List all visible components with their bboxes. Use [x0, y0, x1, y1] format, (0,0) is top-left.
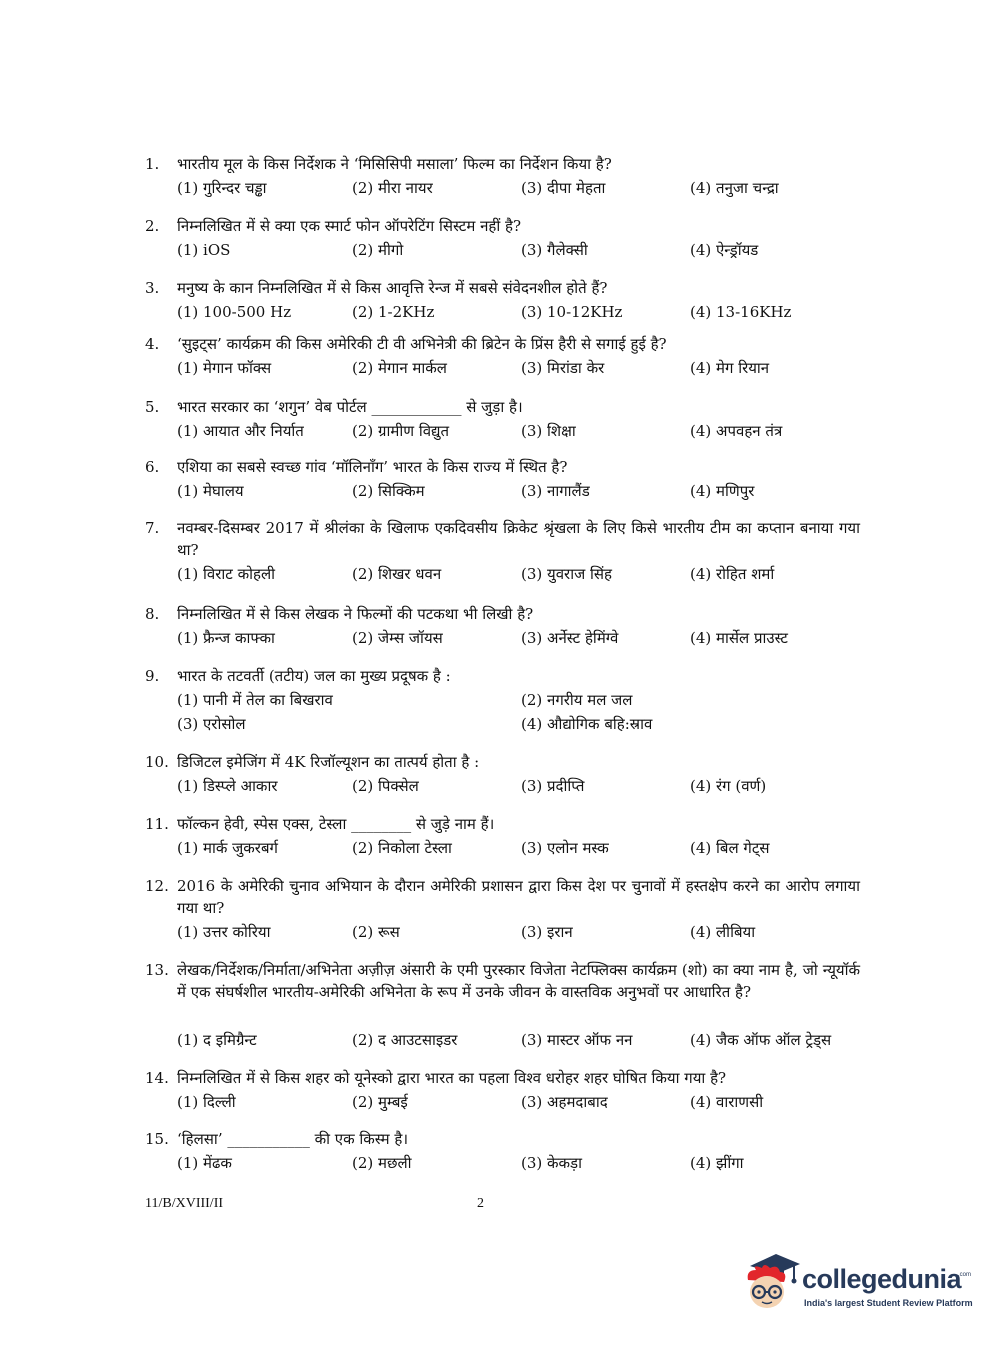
option-1: (1) द इमिग्रैन्ट	[177, 1031, 257, 1049]
option-3: (3) अहमदाबाद	[521, 1093, 608, 1111]
question-text: निम्नलिखित में से किस शहर को यूनेस्को द्वारा भारत का पहला विश्व धरोहर शहर घोषित किया गया है?	[177, 1069, 727, 1087]
option-4: (4) वाराणसी	[690, 1093, 764, 1111]
question-number: 2.	[145, 217, 160, 235]
option-3: (3) मास्टर ऑफ नन	[521, 1031, 633, 1049]
option-4: (4) 13-16KHz	[690, 303, 792, 321]
question-text: नवम्बर-दिसम्बर 2017 में श्रीलंका के खिलाफ एकदिवसीय क्रिकेट श्रृंखला के लिए किसे भारतीय टीम का कप्तान बनाया गया था?	[177, 519, 860, 559]
question-number: 4.	[145, 335, 160, 353]
option-3: (3) शिक्षा	[521, 422, 576, 440]
page-number: 2	[477, 1196, 484, 1211]
option-2: (2) 1-2KHz	[352, 303, 435, 321]
option-4: (4) रंग (वर्ण)	[690, 777, 767, 795]
option-3: (3) इरान	[521, 923, 573, 941]
option-2: (2) मीगो	[352, 241, 404, 259]
logo-tagline: India's largest Student Review Platform	[804, 1298, 973, 1308]
question-number: 14.	[145, 1069, 169, 1087]
question-text: लेखक/निर्देशक/निर्माता/अभिनेता अज़ीज़ अंसारी के एमी पुरस्कार विजेता नेटफ्लिक्स कार्यक्रम (शो) का क्या नाम है, जो न्यूयॉर्क में एक संघर्षशील भारतीय-अमेरिकी अभिनेता के रूप में उनके जीवन के वास्तविक अनुभवों पर आधारित है?	[177, 961, 860, 1001]
option-1: (1) मार्क जुकरबर्ग	[177, 839, 278, 857]
option-2: (2) ग्रामीण विद्युत	[352, 422, 450, 440]
option-1: (1) उत्तर कोरिया	[177, 923, 271, 941]
option-1: (1) डिस्प्ले आकार	[177, 777, 278, 795]
logo-suffix: .com	[958, 1272, 972, 1278]
option-1: (1) गुरिन्दर चड्ढा	[177, 179, 267, 197]
collegedunia-logo	[742, 1250, 972, 1320]
question-number: 15.	[145, 1130, 169, 1148]
option-2: (2) मेगान मार्कल	[352, 359, 447, 377]
question-text: 2016 के अमेरिकी चुनाव अभियान के दौरान अमेरिकी प्रशासन द्वारा किस देश पर चुनावों में हस्तक्षेप करने का आरोप लगाया गया था?	[177, 877, 860, 917]
question-text: भारत के तटवर्ती (तटीय) जल का मुख्य प्रदूषक है :	[177, 667, 451, 685]
option-1: (1) पानी में तेल का बिखराव	[177, 691, 333, 709]
paper-code: 11/B/XVIII/II	[145, 1196, 224, 1211]
question-number: 13.	[145, 961, 169, 979]
option-3: (3) गैलेक्सी	[521, 241, 588, 259]
option-4: (4) झींगा	[690, 1154, 744, 1172]
option-4: (4) औद्योगिक बहि:स्राव	[521, 715, 653, 733]
option-4: (4) मार्सेल प्राउस्ट	[690, 629, 788, 647]
question-text: डिजिटल इमेजिंग में 4K रिजॉल्यूशन का तात्पर्य होता है :	[177, 753, 480, 771]
option-3: (3) युवराज सिंह	[521, 565, 612, 583]
option-4: (4) जैक ऑफ ऑल ट्रेड्स	[690, 1031, 832, 1049]
option-2: (2) जेम्स जॉयस	[352, 629, 443, 647]
question-number: 1.	[145, 155, 160, 173]
question-number: 10.	[145, 753, 169, 771]
option-1: (1) दिल्ली	[177, 1093, 236, 1111]
option-3: (3) केकड़ा	[521, 1154, 582, 1172]
option-2: (2) रूस	[352, 923, 400, 941]
question-number: 7.	[145, 519, 160, 537]
option-2: (2) शिखर धवन	[352, 565, 442, 583]
option-2: (2) निकोला टेस्ला	[352, 839, 452, 857]
option-4: (4) रोहित शर्मा	[690, 565, 775, 583]
question-text: फॉल्कन हेवी, स्पेस एक्स, टेस्ला ________ से जुड़े नाम हैं।	[177, 815, 495, 833]
option-2: (2) द आउटसाइडर	[352, 1031, 458, 1049]
option-4: (4) तनुजा चन्द्रा	[690, 179, 779, 197]
option-2: (2) पिक्सेल	[352, 777, 419, 795]
option-3: (3) एलोन मस्क	[521, 839, 609, 857]
logo-wordmark: collegedunia	[802, 1264, 962, 1294]
option-4: (4) ऐन्ड्रॉयड	[690, 241, 759, 259]
question-text: निम्नलिखित में से किस लेखक ने फिल्मों की पटकथा भी लिखी है?	[177, 605, 534, 623]
question-text: मनुष्य के कान निम्नलिखित में से किस आवृत्ति रेन्ज में सबसे संवेदनशील होते हैं?	[177, 279, 608, 297]
question-number: 8.	[145, 605, 160, 623]
option-4: (4) लीबिया	[690, 923, 756, 941]
option-2: (2) नगरीय मल जल	[521, 691, 633, 709]
option-3: (3) एरोसोल	[177, 715, 246, 733]
question-text: ‘सुइट्स’ कार्यक्रम की किस अमेरिकी टी वी अभिनेत्री की ब्रिटेन के प्रिंस हैरी से सगाई हुई है?	[177, 335, 667, 353]
option-1: (1) मेंढक	[177, 1154, 232, 1172]
option-4: (4) बिल गेट्स	[690, 839, 770, 857]
option-3: (3) मिरांडा केर	[521, 359, 605, 377]
option-1: (1) मेघालय	[177, 482, 244, 500]
question-number: 9.	[145, 667, 160, 685]
option-4: (4) मेग रियान	[690, 359, 770, 377]
question-number: 11.	[145, 815, 169, 833]
question-text: भारत सरकार का ‘शगुन’ वेब पोर्टल ____________ से जुड़ा है।	[177, 398, 523, 416]
option-3: (3) नागालैंड	[521, 482, 590, 500]
option-1: (1) 100-500 Hz	[177, 303, 292, 321]
option-2: (2) मीरा नायर	[352, 179, 433, 197]
question-text: निम्नलिखित में से क्या एक स्मार्ट फोन ऑपरेटिंग सिस्टम नहीं है?	[177, 217, 522, 235]
question-number: 3.	[145, 279, 160, 297]
option-3: (3) अर्नेस्ट हेमिंग्वे	[521, 629, 619, 647]
question-text: एशिया का सबसे स्वच्छ गांव ‘मॉलिनॉंग’ भारत के किस राज्य में स्थित है?	[177, 458, 568, 476]
option-1: (1) मेगान फॉक्स	[177, 359, 272, 377]
option-1: (1) आयात और निर्यात	[177, 422, 304, 440]
option-1: (1) फ्रैन्ज काफ्का	[177, 629, 275, 647]
question-text: भारतीय मूल के किस निर्देशक ने ‘मिसिसिपी मसाला’ फिल्म का निर्देशन किया है?	[177, 155, 612, 173]
option-2: (2) मुम्बई	[352, 1093, 408, 1111]
option-4: (4) मणिपुर	[690, 482, 755, 500]
option-3: (3) 10-12KHz	[521, 303, 623, 321]
question-number: 6.	[145, 458, 160, 476]
question-number: 12.	[145, 877, 169, 895]
option-2: (2) सिक्किम	[352, 482, 425, 500]
option-3: (3) प्रदीप्ति	[521, 777, 585, 795]
option-1: (1) iOS	[177, 241, 231, 259]
option-4: (4) अपवहन तंत्र	[690, 422, 783, 440]
option-3: (3) दीपा मेहता	[521, 179, 606, 197]
option-1: (1) विराट कोहली	[177, 565, 276, 583]
mascot-icon	[742, 1250, 800, 1316]
option-2: (2) मछली	[352, 1154, 412, 1172]
question-text: ‘हिलसा’ ___________ की एक किस्म है।	[177, 1130, 409, 1148]
question-number: 5.	[145, 398, 160, 416]
